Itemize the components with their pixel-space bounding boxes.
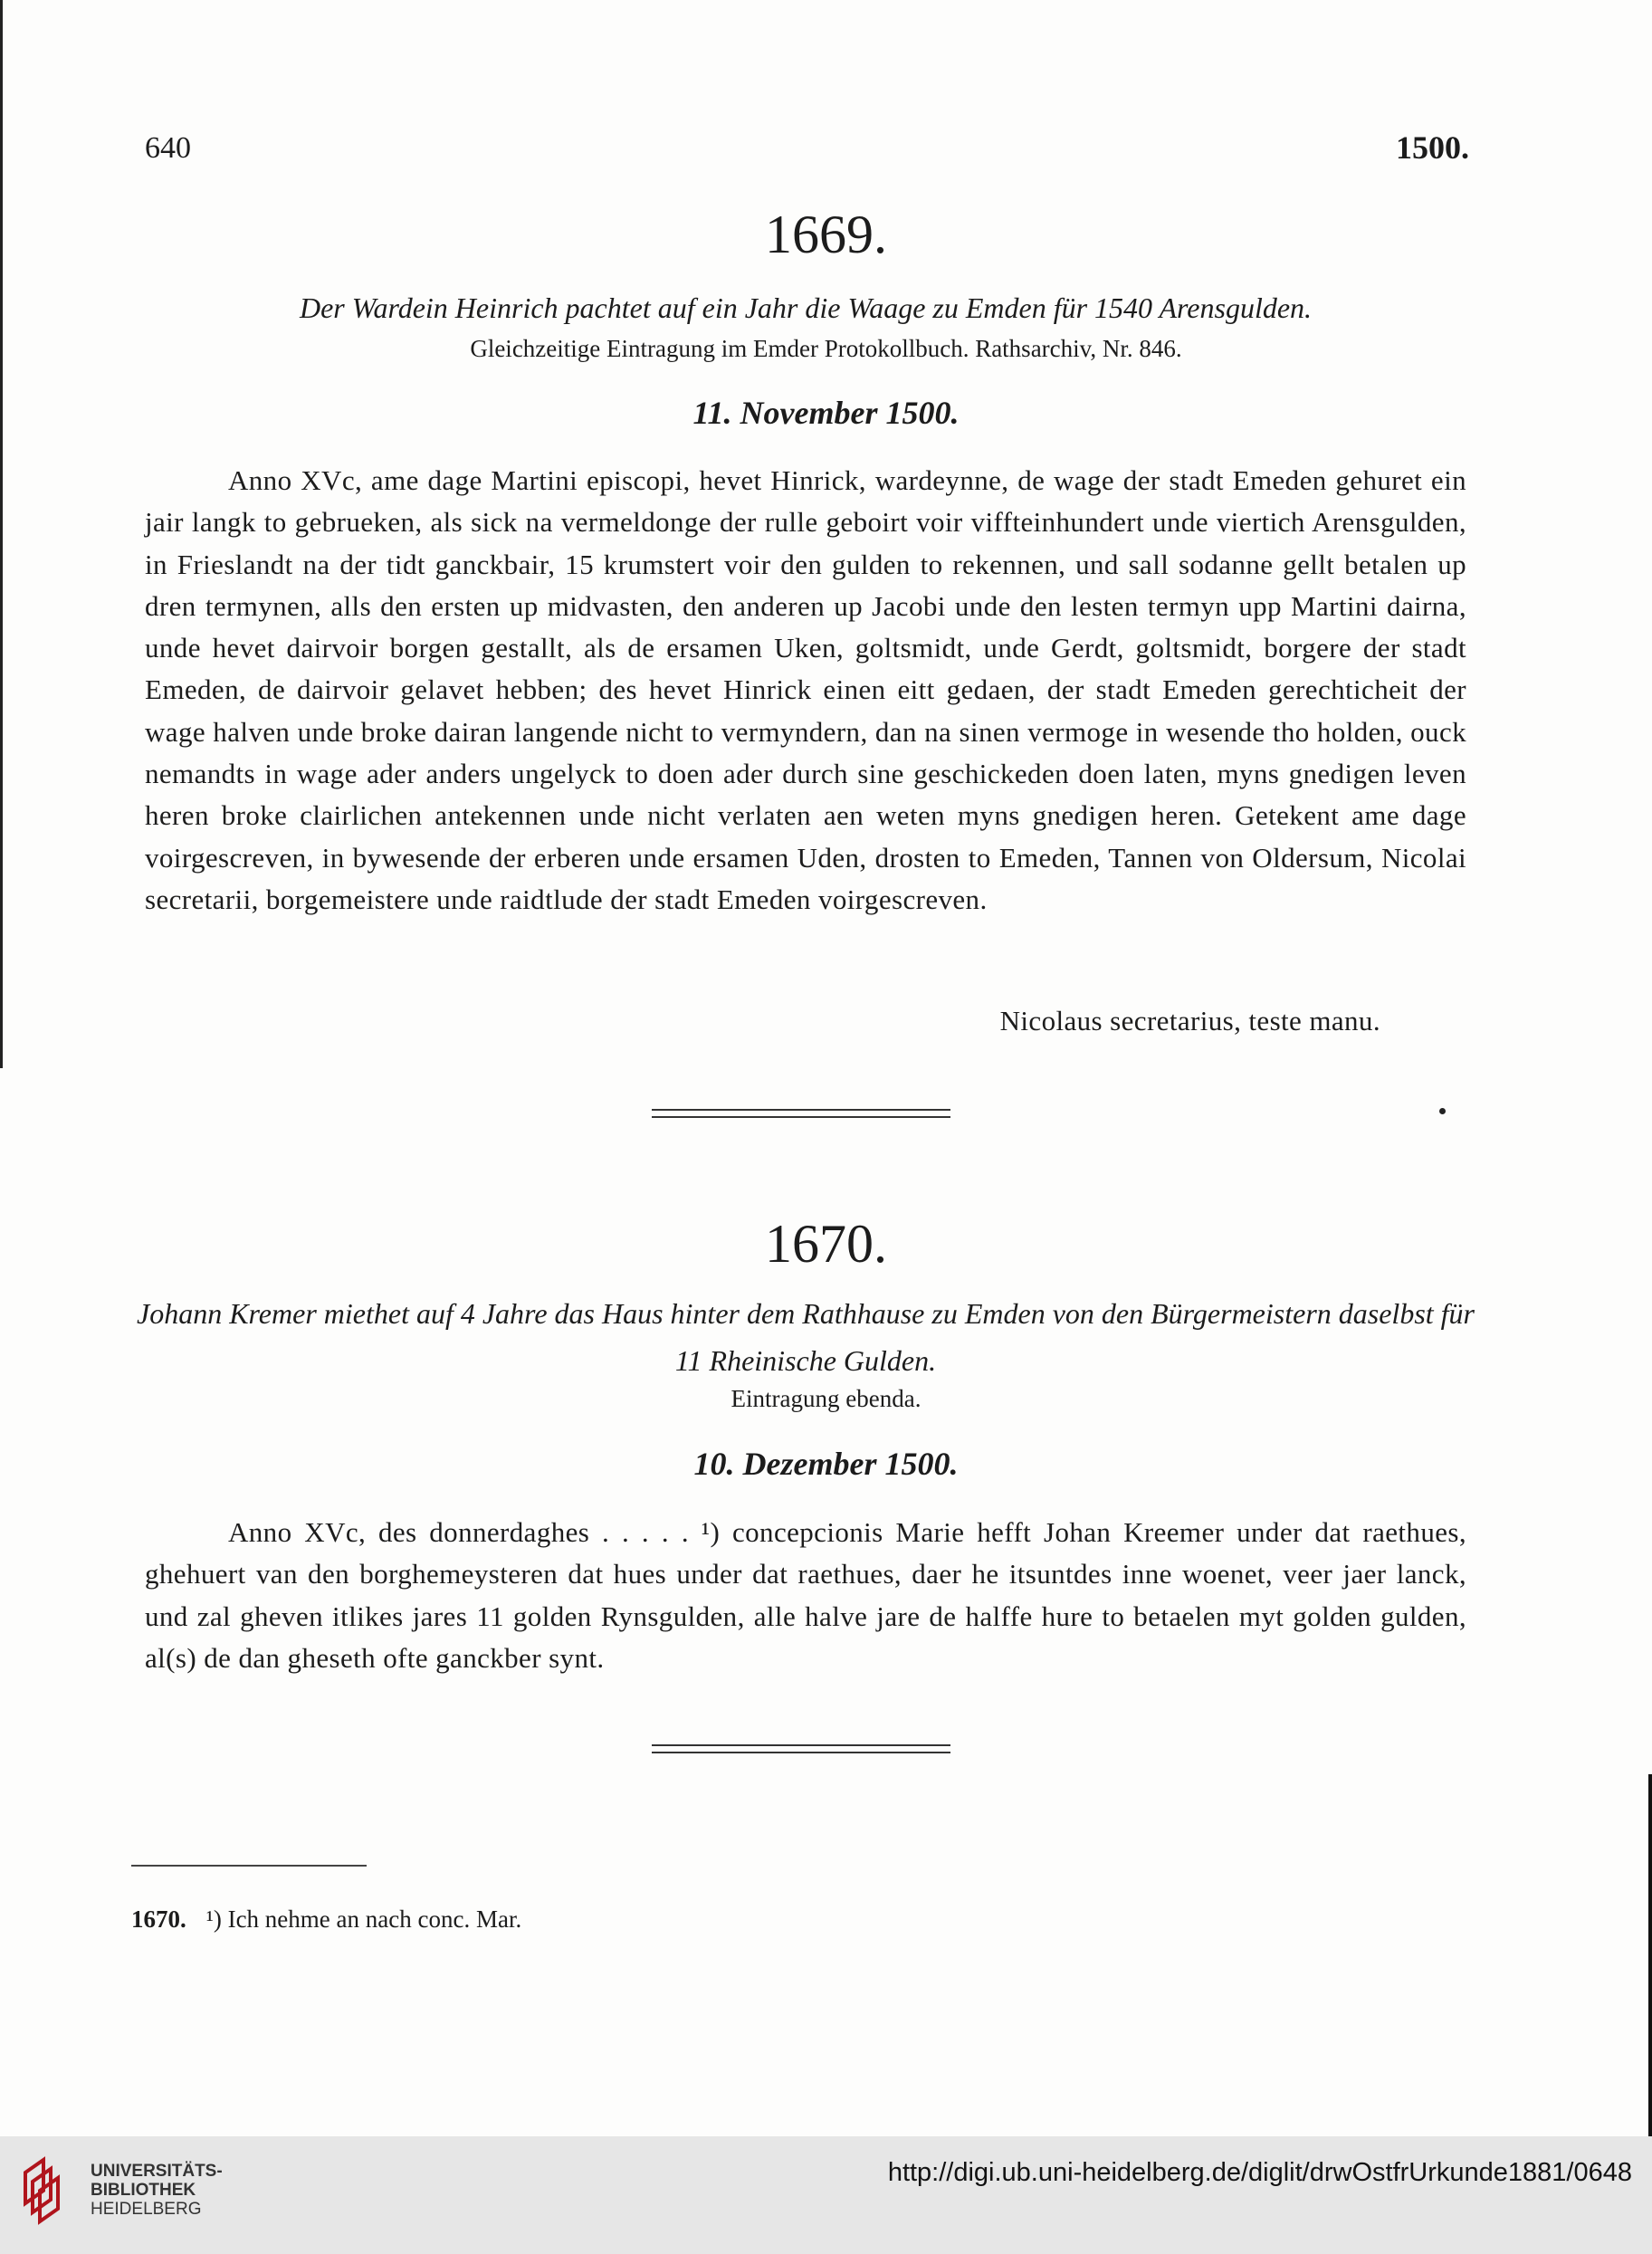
permalink-url[interactable]: http://digi.ub.uni-heidelberg.de/diglit/drwOstfrUrkunde1881/0648: [887, 2158, 1632, 2187]
viewer-footer: [0, 2136, 1652, 2254]
library-name-line2: BIBLIOTHEK: [91, 2181, 196, 2200]
library-name-line1: UNIVERSITÄTS-: [91, 2162, 223, 2181]
document-number-1669: 1669.: [765, 205, 887, 264]
page-number: 640: [145, 131, 191, 165]
date-1669: 11. November 1500.: [692, 395, 960, 431]
library-logo-icon: [20, 2154, 65, 2229]
signature-1669: Nicolaus secretarius, teste manu.: [999, 1005, 1380, 1036]
footnote: [131, 1905, 521, 1934]
scan-edge-shadow: [0, 0, 3, 1068]
body-text-1670: [145, 1512, 1466, 1679]
paragraph-1669: Anno XVc, ame dage Martini episcopi, hevet Hinrick, wardeynne, de wage der stadt Emeden gehuret ein jair langk to gebrueken, als sick na vermeldonge der rulle geboirt voir viffteinhundert unde viertich Arensgulden, in Frieslandt na der tidt ganckbair, 15 krumstert voir den gulden to rekennen, und sall sodanne gellt betalen up dren termynen, alls den ersten up midvasten, den anderen up Jacobi unde den lesten termyn upp Martini dairna, unde hevet dairvoir borgen gestallt, als de ersamen Uken, goltsmidt, unde Gerdt, goltsmidt, borgere der stadt Emeden, de dairvoir gelavet hebben; des hevet Hinrick einen eitt gedaen, der stadt Emeden gerechticheit der wage halven unde broke dairan langende nicht to vermyndern, dan na sinen vermoge in wesende tho holden, ouck nemandts in wage ader anders ungelyck to doen ader durch sine geschickeden doen laten, myns gnedigen leven heren broke clairlichen antekennen unde nicht verlaten aen weten myns gnedigen heren. Getekent ame dage voirgescreven, in bywesende der erberen unde ersamen Uden, drosten to Emeden, Tannen von Oldersum, Nicolai secretarii, borgemeistere unde raidtlude der stadt Emeden voirgescreven.: [145, 464, 1466, 915]
running-head-year: 1500.: [1396, 129, 1469, 166]
footnote-ref: 1670.: [131, 1905, 186, 1933]
section-divider: [652, 1744, 950, 1753]
scan-speck: [1439, 1108, 1446, 1114]
footnote-rule: [131, 1865, 367, 1867]
date-1670: 10. Dezember 1500.: [693, 1446, 959, 1482]
scan-edge-shadow-right: [1648, 1774, 1652, 2136]
footnote-text: ¹) Ich nehme an nach conc. Mar.: [205, 1905, 522, 1933]
regest-1669: Der Wardein Heinrich pachtet auf ein Jahr die Waage zu Emden für 1540 Arensgulden.: [299, 291, 1313, 324]
source-note-1669: Gleichzeitige Eintragung im Emder Protokollbuch. Rathsarchiv, Nr. 846.: [470, 335, 1182, 362]
paragraph-1670: Anno XVc, des donnerdaghes . . . . . ¹) concepcionis Marie hefft Johan Kreemer under dat raethues, ghehuert van den borghemeysteren dat hues under dat raethues, daer he itsuntdes inne woenet, veer jaer lanck, und zal gheven itlikes jares 11 golden Rynsgulden, alle halve jare de halffe hure to betaelen myt golden gulden, al(s) de dan gheseth ofte ganckber synt.: [145, 1516, 1466, 1674]
document-number-1670: 1670.: [765, 1214, 887, 1274]
source-note-1670: Eintragung ebenda.: [731, 1385, 921, 1412]
body-text-1669: [145, 460, 1466, 921]
section-divider: [652, 1109, 950, 1118]
library-name-line3: HEIDELBERG: [91, 2200, 202, 2219]
library-name: [91, 2162, 223, 2219]
regest-1670: Johann Kremer miethet auf 4 Jahre das Haus hinter dem Rathhause zu Emden von den Bürgermeistern daselbst für 11 Rheinische Gulden.: [136, 1297, 1475, 1377]
